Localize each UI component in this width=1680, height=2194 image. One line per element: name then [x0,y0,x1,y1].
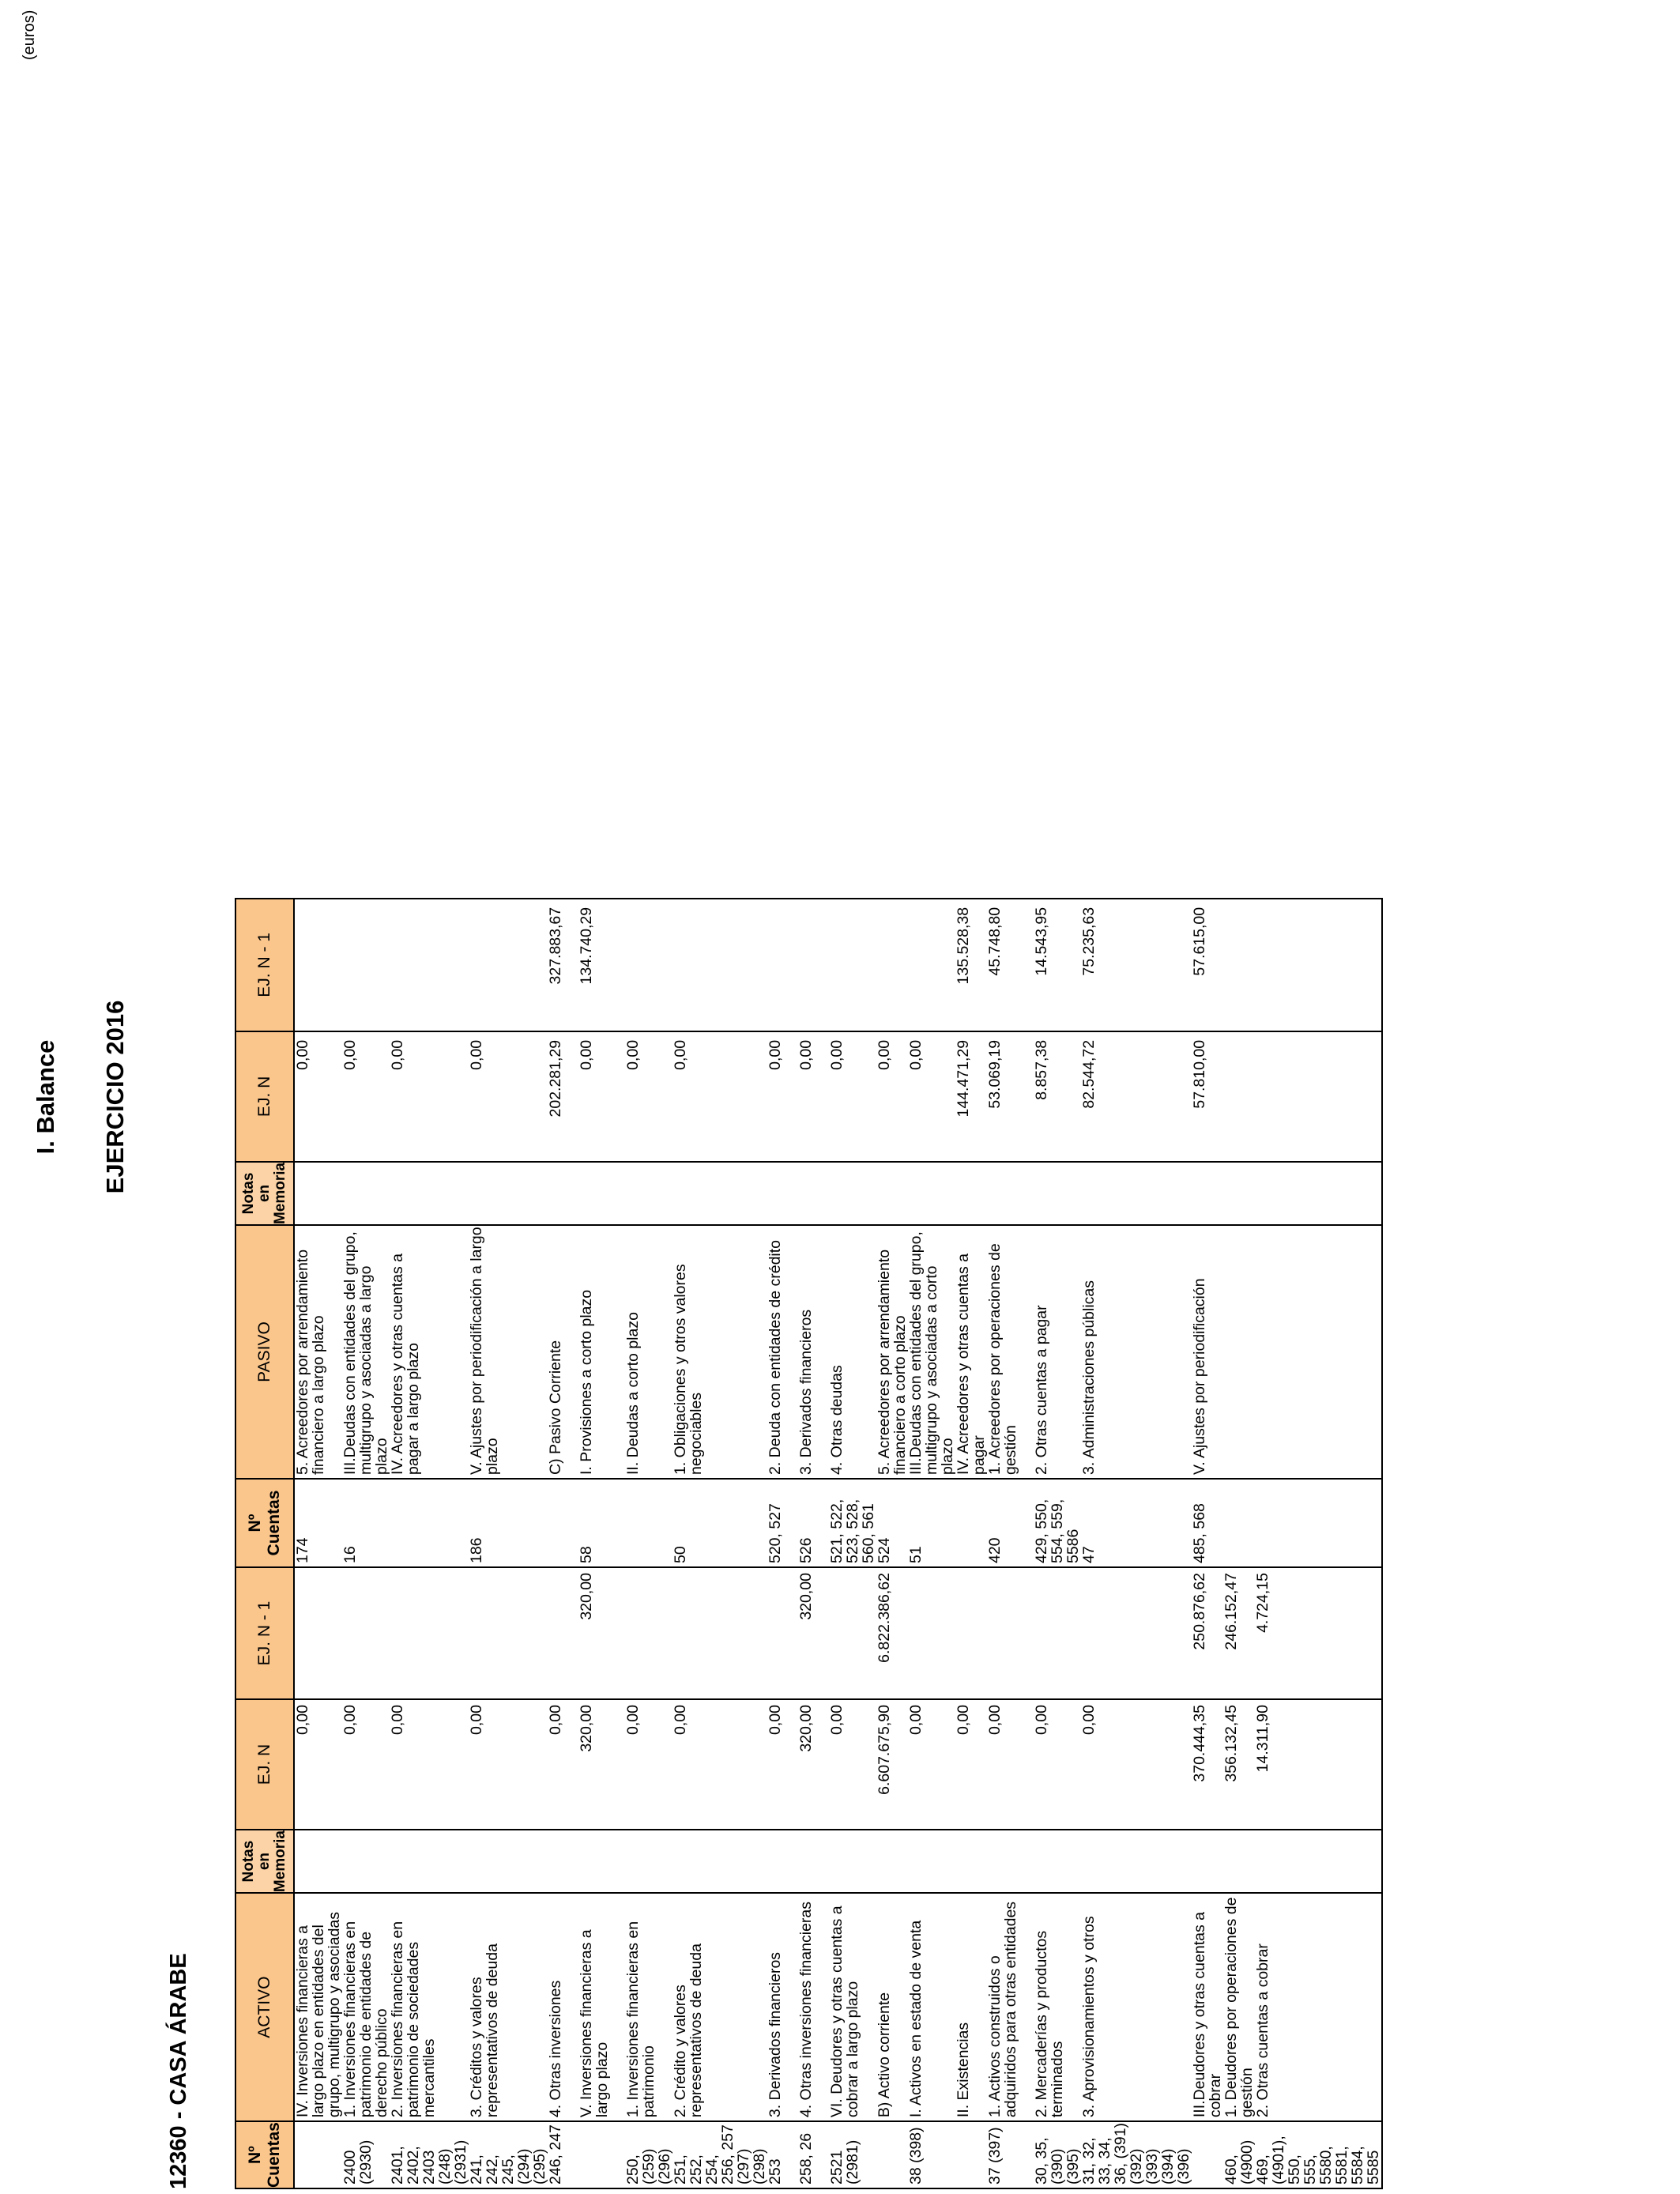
activo-ej-n1 [1081,1567,1192,1699]
document-title: I. Balance [32,1039,59,1155]
activo-ej-n1 [294,1567,342,1699]
account-codes-pasivo [625,1479,672,1567]
pasivo-description: 1. Obligaciones y otros valores negociables [672,1225,767,1479]
table-body [294,899,1382,2188]
account-codes-activo: 251, 252, 254, 256, 257 (297) (298) [672,2121,767,2188]
pasivo-description: 5. Acreedores por arrendamiento financiero a largo plazo [294,1225,342,1479]
pasivo-description: C) Pasivo Corriente [548,1225,578,1479]
account-codes-activo: 246, 247 [548,2121,578,2188]
activo-description: 3. Derivados financieros [767,1893,798,2121]
activo-ej-n: 0,00 [955,1699,987,1830]
account-codes-pasivo: 51 [908,1479,955,1567]
activo-ej-n1: 320,00 [798,1567,829,1699]
pasivo-notes [548,1162,578,1225]
account-codes-activo: 31, 32, 33, 34, 36, (391) (392) (393) (394) (396) [1081,2121,1192,2188]
pasivo-ej-n: 202.281,29 [548,1031,578,1162]
account-codes-pasivo: 485, 568 [1192,1479,1223,1567]
activo-notes [1223,1830,1255,1893]
activo-notes [1081,1830,1192,1893]
pasivo-description: IV. Acreedores y otras cuentas a pagar [955,1225,987,1479]
pasivo-ej-n1 [1255,899,1382,1031]
activo-ej-n: 0,00 [342,1699,390,1830]
activo-notes [672,1830,767,1893]
activo-notes [798,1830,829,1893]
activo-notes [469,1830,548,1893]
pasivo-notes [908,1162,955,1225]
activo-notes [548,1830,578,1893]
table-row [342,899,390,2188]
activo-notes [390,1830,469,1893]
pasivo-notes [1081,1162,1192,1225]
activo-notes [1255,1830,1382,1893]
activo-ej-n1 [767,1567,798,1699]
account-codes-activo: 250, (259) (296) [625,2121,672,2188]
activo-description: 3. Aprovisionamientos y otros [1081,1893,1192,2121]
activo-ej-n1: 6.822.386,62 [876,1567,908,1699]
pasivo-notes [578,1162,625,1225]
pasivo-ej-n1 [798,899,829,1031]
pasivo-notes [1192,1162,1223,1225]
table-row [1223,899,1255,2188]
pasivo-ej-n1: 135.528,38 [955,899,987,1031]
pasivo-ej-n: 53.069,19 [987,1031,1034,1162]
header-activo: ACTIVO [235,1893,294,2121]
pasivo-ej-n: 0,00 [294,1031,342,1162]
header-pasivo-ej-n1: EJ. N - 1 [235,899,294,1031]
activo-notes [767,1830,798,1893]
pasivo-ej-n: 8.857,38 [1034,1031,1081,1162]
activo-description: 1. Deudores por operaciones de gestión [1223,1893,1255,2121]
account-codes-pasivo: 50 [672,1479,767,1567]
pasivo-ej-n1 [294,899,342,1031]
table-row [798,899,829,2188]
activo-description: IV. Inversiones financieras a largo plazo en entidades del grupo, multigrupo y asociadas [294,1893,342,2121]
activo-description: 3. Créditos y valores representativos de deuda [469,1893,548,2121]
table-row [767,899,798,2188]
account-codes-pasivo: 16 [342,1479,390,1567]
table-row [987,899,1034,2188]
pasivo-notes [829,1162,876,1225]
activo-ej-n: 0,00 [987,1699,1034,1830]
table-row [578,899,625,2188]
activo-ej-n: 0,00 [469,1699,548,1830]
activo-notes [987,1830,1034,1893]
pasivo-notes [955,1162,987,1225]
pasivo-description [1255,1225,1382,1479]
pasivo-ej-n: 0,00 [876,1031,908,1162]
pasivo-description: I. Provisiones a corto plazo [578,1225,625,1479]
table-row [469,899,548,2188]
activo-ej-n: 0,00 [294,1699,342,1830]
account-codes-activo: 253 [767,2121,798,2188]
account-codes-pasivo: 58 [578,1479,625,1567]
entity-name: 12360 - CASA ÁRABE [166,1953,191,2189]
activo-ej-n1 [672,1567,767,1699]
pasivo-description [1223,1225,1255,1479]
account-codes-pasivo: 429, 550, 554, 559, 5586 [1034,1479,1081,1567]
activo-ej-n: 14.311,90 [1255,1699,1382,1830]
activo-description: 2. Otras cuentas a cobrar [1255,1893,1382,2121]
pasivo-ej-n1 [342,899,390,1031]
activo-ej-n: 0,00 [672,1699,767,1830]
pasivo-ej-n: 0,00 [469,1031,548,1162]
pasivo-ej-n1: 327.883,67 [548,899,578,1031]
header-activo-notas: Notas en Memoria [235,1830,294,1893]
account-codes-pasivo: 420 [987,1479,1034,1567]
activo-notes [625,1830,672,1893]
activo-description: 2. Inversiones financieras en patrimonio de sociedades mercantiles [390,1893,469,2121]
activo-description: VI. Deudores y otras cuentas a cobrar a largo plazo [829,1893,876,2121]
activo-ej-n1 [390,1567,469,1699]
table-row [548,899,578,2188]
pasivo-ej-n: 0,00 [767,1031,798,1162]
account-codes-pasivo [390,1479,469,1567]
pasivo-ej-n [1223,1031,1255,1162]
table-row [1034,899,1081,2188]
activo-description: 1. Inversiones financieras en patrimonio [625,1893,672,2121]
account-codes-activo: 37 (397) [987,2121,1034,2188]
pasivo-ej-n: 0,00 [390,1031,469,1162]
pasivo-ej-n1: 75.235,63 [1081,899,1192,1031]
table-row [672,899,767,2188]
activo-ej-n: 0,00 [829,1699,876,1830]
account-codes-activo [955,2121,987,2188]
pasivo-ej-n1: 45.748,80 [987,899,1034,1031]
pasivo-description: 2. Otras cuentas a pagar [1034,1225,1081,1479]
pasivo-ej-n [1255,1031,1382,1162]
activo-description: 1. Inversiones financieras en patrimonio de entidades de derecho público [342,1893,390,2121]
table-row [876,899,908,2188]
table-row [829,899,876,2188]
activo-ej-n: 6.607.675,90 [876,1699,908,1830]
account-codes-activo [876,2121,908,2188]
account-codes-pasivo: 47 [1081,1479,1192,1567]
table-row [390,899,469,2188]
activo-ej-n: 0,00 [625,1699,672,1830]
account-codes-activo: 2401, 2402, 2403 (248) (2931) [390,2121,469,2188]
activo-notes [955,1830,987,1893]
activo-ej-n1 [1034,1567,1081,1699]
header-pasivo: PASIVO [235,1225,294,1479]
pasivo-notes [390,1162,469,1225]
activo-ej-n1 [469,1567,548,1699]
pasivo-notes [1034,1162,1081,1225]
account-codes-activo [294,2121,342,2188]
activo-description: V. Inversiones financieras a largo plazo [578,1893,625,2121]
pasivo-ej-n1 [672,899,767,1031]
account-codes-pasivo: 524 [876,1479,908,1567]
table-row [1255,899,1382,2188]
activo-notes [578,1830,625,1893]
pasivo-notes [987,1162,1034,1225]
header-pasivo-ej-n: EJ. N [235,1031,294,1162]
activo-description: 4. Otras inversiones [548,1893,578,2121]
pasivo-notes [1255,1162,1382,1225]
activo-notes [294,1830,342,1893]
pasivo-notes [469,1162,548,1225]
pasivo-ej-n: 0,00 [798,1031,829,1162]
table-row [955,899,987,2188]
activo-notes [1034,1830,1081,1893]
activo-ej-n: 0,00 [390,1699,469,1830]
table-row [908,899,955,2188]
activo-ej-n: 320,00 [578,1699,625,1830]
pasivo-notes [767,1162,798,1225]
account-codes-pasivo: 520, 527 [767,1479,798,1567]
activo-ej-n1: 246.152,47 [1223,1567,1255,1699]
pasivo-notes [1223,1162,1255,1225]
account-codes-activo: 30, 35, (390) (395) [1034,2121,1081,2188]
activo-description: 1. Activos construidos o adquiridos para otras entidades [987,1893,1034,2121]
pasivo-description: 4. Otras deudas [829,1225,876,1479]
account-codes-pasivo [1255,1479,1382,1567]
account-codes-activo: 2400 (2930) [342,2121,390,2188]
account-codes-pasivo: 521, 522, 523, 528, 560, 561 [829,1479,876,1567]
account-codes-activo: 2521 (2981) [829,2121,876,2188]
account-codes-activo [1192,2121,1223,2188]
account-codes-pasivo [548,1479,578,1567]
pasivo-ej-n1 [876,899,908,1031]
account-codes-activo: 460, (4900) [1223,2121,1255,2188]
pasivo-description: IV. Acreedores y otras cuentas a pagar a largo plazo [390,1225,469,1479]
pasivo-description: V. Ajustes por periodificación [1192,1225,1223,1479]
pasivo-description: III.Deudas con entidades del grupo, multigrupo y asociadas a corto plazo [908,1225,955,1479]
activo-ej-n: 0,00 [1081,1699,1192,1830]
account-codes-activo: 258, 26 [798,2121,829,2188]
pasivo-notes [294,1162,342,1225]
pasivo-ej-n1 [469,899,548,1031]
activo-notes [342,1830,390,1893]
activo-notes [1192,1830,1223,1893]
pasivo-ej-n1 [1223,899,1255,1031]
activo-notes [908,1830,955,1893]
header-activo-ej-n: EJ. N [235,1699,294,1830]
pasivo-description: 3. Derivados financieros [798,1225,829,1479]
activo-ej-n1: 320,00 [578,1567,625,1699]
activo-description: 4. Otras inversiones financieras [798,1893,829,2121]
pasivo-ej-n: 57.810,00 [1192,1031,1223,1162]
pasivo-description: 1. Acreedores por operaciones de gestión [987,1225,1034,1479]
header-activo-cuentas: Nº Cuentas [235,2121,294,2188]
table-row [294,899,342,2188]
account-codes-activo: 241, 242, 245, (294) (295) [469,2121,548,2188]
pasivo-notes [342,1162,390,1225]
activo-ej-n1 [908,1567,955,1699]
account-codes-activo [578,2121,625,2188]
activo-description: 2. Crédito y valores representativos de deuda [672,1893,767,2121]
account-codes-pasivo [955,1479,987,1567]
pasivo-description: 2. Deuda con entidades de crédito [767,1225,798,1479]
header-pasivo-cuentas: Nº Cuentas [235,1479,294,1567]
pasivo-ej-n1 [829,899,876,1031]
pasivo-ej-n: 82.544,72 [1081,1031,1192,1162]
activo-notes [829,1830,876,1893]
pasivo-notes [625,1162,672,1225]
pasivo-ej-n: 0,00 [908,1031,955,1162]
activo-ej-n1: 250.876,62 [1192,1567,1223,1699]
table-row [1192,899,1223,2188]
activo-description: B) Activo corriente [876,1893,908,2121]
account-codes-activo: 38 (398) [908,2121,955,2188]
activo-ej-n1 [987,1567,1034,1699]
activo-description: I. Activos en estado de venta [908,1893,955,2121]
pasivo-ej-n1 [625,899,672,1031]
activo-ej-n1 [625,1567,672,1699]
document-subtitle: EJERCICIO 2016 [101,1000,129,1194]
pasivo-description: II. Deudas a corto plazo [625,1225,672,1479]
pasivo-ej-n: 0,00 [342,1031,390,1162]
pasivo-ej-n1: 14.543,95 [1034,899,1081,1031]
pasivo-ej-n: 0,00 [829,1031,876,1162]
pasivo-ej-n: 0,00 [625,1031,672,1162]
pasivo-ej-n1: 134.740,29 [578,899,625,1031]
activo-ej-n: 370.444,35 [1192,1699,1223,1830]
header-pasivo-notas: Notas en Memoria [235,1162,294,1225]
pasivo-notes [798,1162,829,1225]
account-codes-pasivo [1223,1479,1255,1567]
account-codes-pasivo: 526 [798,1479,829,1567]
activo-ej-n1: 4.724,15 [1255,1567,1382,1699]
account-codes-activo: 469, (4901), 550, 555, 5580, 5581, 5584, 5585 [1255,2121,1382,2188]
table-row [1081,899,1192,2188]
pasivo-ej-n: 0,00 [578,1031,625,1162]
pasivo-ej-n1 [767,899,798,1031]
activo-ej-n1 [342,1567,390,1699]
pasivo-ej-n1 [908,899,955,1031]
balance-table [235,898,1383,2189]
header-activo-ej-n1: EJ. N - 1 [235,1567,294,1699]
pasivo-description: 3. Administraciones públicas [1081,1225,1192,1479]
pasivo-ej-n: 0,00 [672,1031,767,1162]
account-codes-pasivo: 174 [294,1479,342,1567]
activo-notes [876,1830,908,1893]
pasivo-notes [672,1162,767,1225]
activo-ej-n1 [829,1567,876,1699]
pasivo-ej-n1: 57.615,00 [1192,899,1223,1031]
activo-ej-n: 320,00 [798,1699,829,1830]
pasivo-description: 5. Acreedores por arrendamiento financiero a corto plazo [876,1225,908,1479]
activo-description: II. Existencias [955,1893,987,2121]
activo-description: 2. Mercaderías y productos terminados [1034,1893,1081,2121]
activo-ej-n: 356.132,45 [1223,1699,1255,1830]
pasivo-description: V. Ajustes por periodificación a largo plazo [469,1225,548,1479]
activo-ej-n: 0,00 [767,1699,798,1830]
table-row [625,899,672,2188]
activo-ej-n: 0,00 [548,1699,578,1830]
currency-units: (euros) [21,9,38,60]
activo-ej-n1 [955,1567,987,1699]
pasivo-ej-n: 144.471,29 [955,1031,987,1162]
activo-ej-n1 [548,1567,578,1699]
activo-description: III.Deudores y otras cuentas a cobrar [1192,1893,1223,2121]
pasivo-description: III.Deudas con entidades del grupo, multigrupo y asociadas a largo plazo [342,1225,390,1479]
table-header-row [235,899,294,2188]
activo-ej-n: 0,00 [908,1699,955,1830]
activo-ej-n: 0,00 [1034,1699,1081,1830]
account-codes-pasivo: 186 [469,1479,548,1567]
pasivo-notes [876,1162,908,1225]
pasivo-ej-n1 [390,899,469,1031]
